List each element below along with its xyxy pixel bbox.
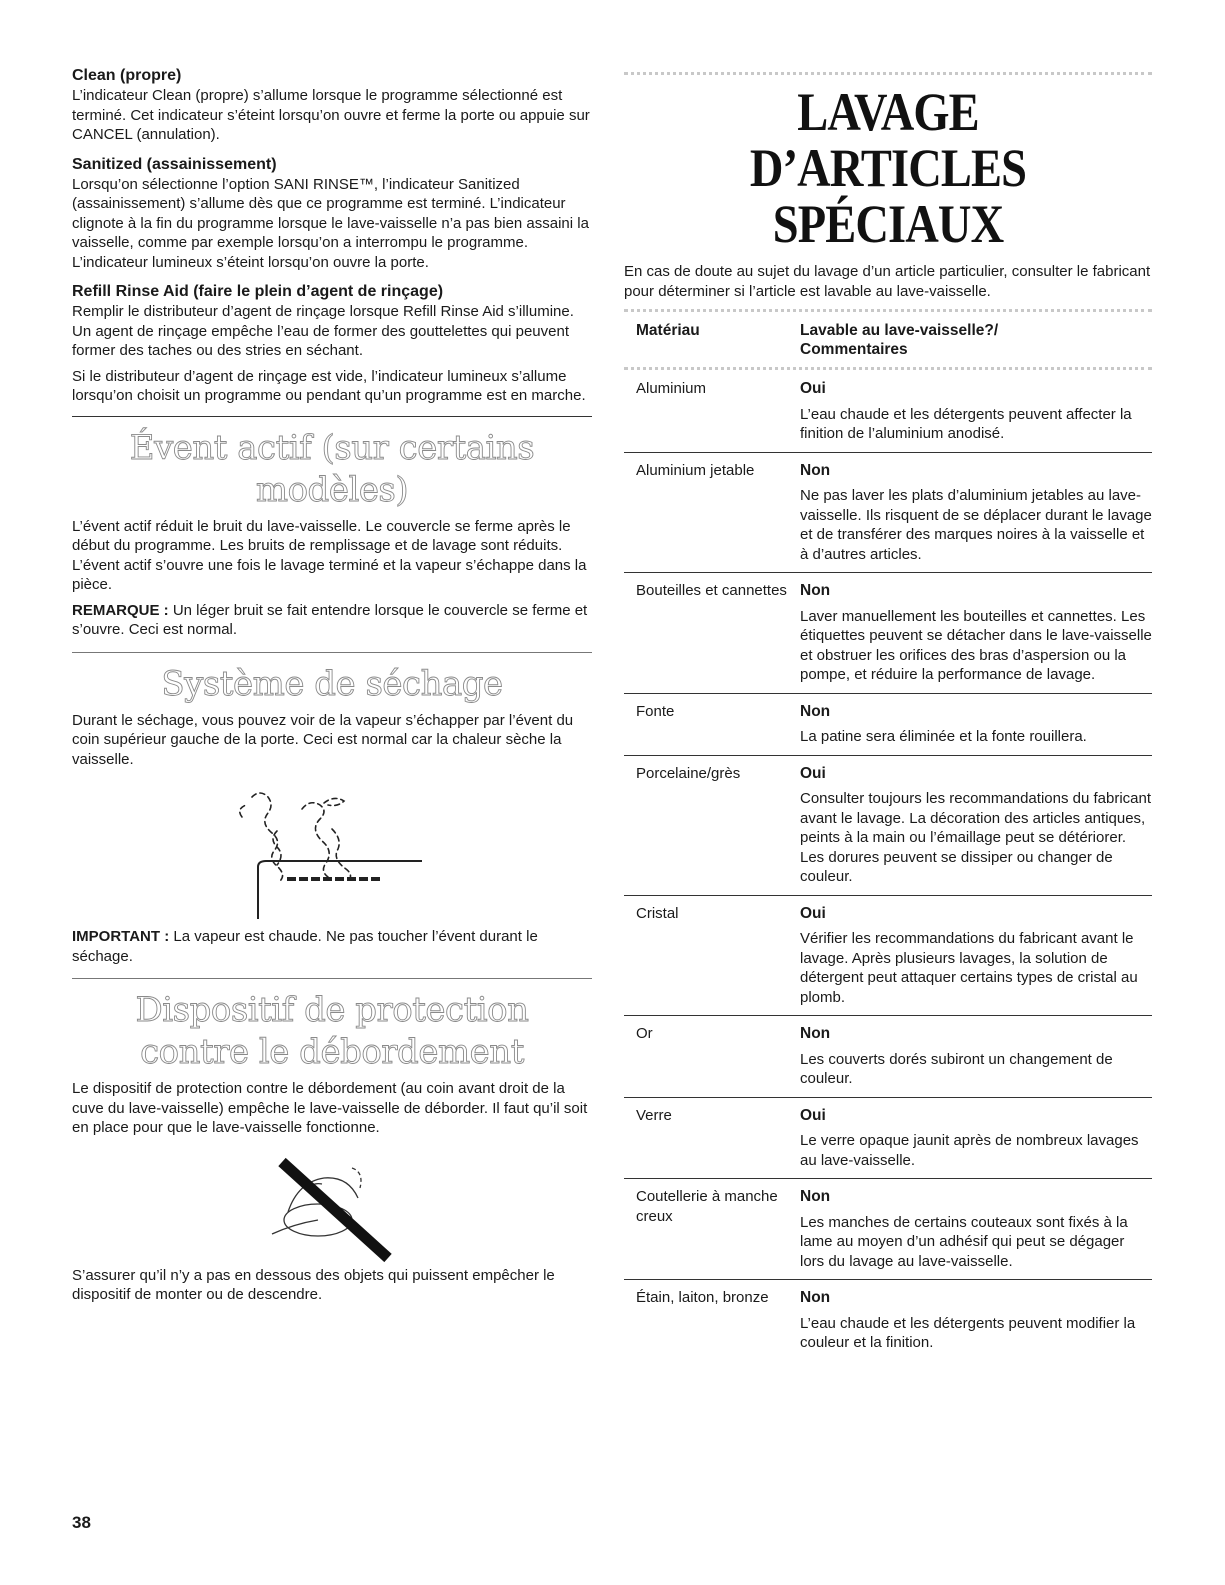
material-cell: Aluminium jetable	[624, 452, 788, 573]
page-title	[624, 84, 1152, 252]
washable-verdict: Oui	[800, 380, 826, 397]
special-items-table	[624, 313, 1152, 367]
material-cell: Porcelaine/grès	[624, 755, 788, 895]
important-text: La vapeur est chaude. Ne pas toucher l’évent durant le séchage.	[72, 928, 538, 965]
comment-cell	[788, 755, 1152, 895]
page-number: 38	[72, 1513, 91, 1532]
comment-text: Laver manuellement les bouteilles et cannettes. Les étiquettes peuvent se détacher dans le lave-vaisselle et obstruer les orifices des bras d’aspersion ou la pompe, et réduire la performance de lavage.	[800, 607, 1152, 683]
comment-text: Les couverts dorés subiront un changement de couleur.	[800, 1050, 1113, 1087]
material-cell: Étain, laiton, bronze	[624, 1280, 788, 1361]
sanitized-title: Sanitized (assainissement)	[72, 155, 277, 173]
table-row	[624, 1016, 1152, 1098]
comment-text: Vérifier les recommandations du fabricant avant le lavage. Après plusieurs lavages, la solution de détergent peut attaquer certains types de cristal au plomb.	[800, 930, 1138, 1006]
table-row	[624, 573, 1152, 694]
drying-text: Durant le séchage, vous pouvez voir de la vapeur s’échapper par l’évent du coin supérieur gauche de la porte. Ceci est normal car la chaleur sèche la vaisselle.	[72, 711, 574, 768]
vent-note-text: Un léger bruit se fait entendre lorsque le couvercle se ferme et s’ouvre. Ceci est normal.	[72, 601, 588, 638]
column-header-material: Matériau	[636, 322, 700, 339]
comment-text: Consulter toujours les recommandations du fabricant avant le lavage. La décoration des articles antiques, peints à la main ou l’émaillage peut se détériorer. Les dorures peuvent se dissiper ou changer de couleur.	[800, 790, 1152, 885]
left-column	[72, 66, 592, 1305]
overflow-heading-2: contre le débordement	[140, 1032, 524, 1072]
comment-text: Le verre opaque jaunit après de nombreux lavages au lave-vaisselle.	[800, 1132, 1139, 1169]
drying-important	[72, 927, 592, 966]
material-cell: Coutellerie à manche creux	[624, 1179, 788, 1280]
table-header-row	[624, 313, 1152, 367]
divider	[72, 978, 592, 979]
table-row	[624, 452, 1152, 573]
steam-icon	[72, 769, 592, 919]
comment-cell	[788, 1179, 1152, 1280]
material-cell: Cristal	[624, 895, 788, 1016]
washable-verdict: Oui	[800, 904, 826, 922]
clean-title: Clean (propre)	[72, 67, 182, 84]
table-row	[624, 693, 1152, 755]
washable-verdict: Non	[800, 1289, 831, 1306]
refill-title: Refill Rinse Aid (faire le plein d’agent de rinçage)	[72, 283, 444, 300]
right-column	[624, 72, 1152, 1361]
material-cell: Or	[624, 1016, 788, 1098]
column-header-washable-line-1: Lavable au lave-vaisselle?/	[800, 322, 999, 339]
drying-heading: Système de séchage	[161, 663, 503, 704]
overflow-text: Le dispositif de protection contre le débordement (au coin avant droit de la cuve du lave-vaisselle) empêche le lave-vaisselle de déborder. Il faut qu’il soit en place pour que le lave-vaisselle fonctionne.	[72, 1080, 588, 1136]
top-dotted-rule	[624, 72, 1152, 76]
washable-verdict: Non	[800, 461, 831, 479]
sanitized-text: Lorsqu’on sélectionne l’option SANI RINSE™, l’indicateur Sanitized (assainissement) s’allume dès que ce programme est terminé. L’indicateur clignote à la fin du programme lorsque le lave-vaisselle n’a pas bien assaini la vaisselle, comme par exemple lorsqu’on a interrompu le programme. L’indicateur lumineux s’éteint lorsqu’on ouvre la porte.	[72, 175, 589, 271]
page-title-line-2: SPÉCIAUX	[772, 194, 1004, 254]
comment-cell	[788, 452, 1152, 573]
column-header-washable	[788, 313, 1152, 367]
washable-verdict: Non	[800, 1025, 831, 1042]
intro-text: En cas de doute au sujet du lavage d’un article particulier, consulter le fabricant pour déterminer si l’article est lavable au lave-vaisselle.	[624, 263, 1151, 300]
steam-vent-illustration	[72, 769, 592, 919]
table-row	[624, 755, 1152, 895]
vent-text: L’évent actif réduit le bruit du lave-vaisselle. Le couvercle se ferme après le début du programme. Les bruits de remplissage et de lavage sont réduits. L’évent actif s’ouvre une fois le lavage terminé et la vapeur s’échappe dans la pièce.	[72, 517, 587, 593]
material-cell: Verre	[624, 1097, 788, 1179]
page-title-line-1: LAVAGE D’ARTICLES	[749, 82, 1027, 198]
table-row	[624, 895, 1152, 1016]
washable-verdict: Oui	[800, 764, 826, 782]
comment-cell	[788, 693, 1152, 755]
vent-note-label: REMARQUE :	[72, 601, 169, 619]
washable-verdict: Non	[800, 702, 831, 720]
comment-text: L’eau chaude et les détergents peuvent modifier la couleur et la finition.	[800, 1314, 1136, 1351]
overflow-text-2: S’assurer qu’il n’y a pas en dessous des objets qui puissent empêcher le dispositif de monter ou de descendre.	[72, 1266, 555, 1303]
washable-verdict: Oui	[800, 1106, 826, 1124]
washable-verdict: Non	[800, 1188, 831, 1205]
clean-text: L’indicateur Clean (propre) s’allume lorsque le programme sélectionné est terminé. Cet indicateur s’éteint lorsqu’on ouvre et ferme la porte ou appuie sur CANCEL (annulation).	[72, 87, 590, 143]
table-row	[624, 1280, 1152, 1361]
refill-text-1: Remplir le distributeur d’agent de rinçage lorsque Refill Rinse Aid s’illumine. Un agent de rinçage empêche l’eau de former des gouttelettes qui peuvent former des taches ou des stries en séchant.	[72, 303, 574, 359]
comment-text: L’eau chaude et les détergents peuvent affecter la finition de l’aluminium anodisé.	[800, 405, 1132, 442]
comment-cell	[788, 1016, 1152, 1098]
no-objects-icon	[72, 1138, 592, 1266]
material-cell: Aluminium	[636, 380, 707, 397]
overflow-float-illustration	[72, 1138, 592, 1266]
divider	[72, 416, 592, 417]
vent-note	[72, 601, 592, 640]
important-label: IMPORTANT :	[72, 928, 170, 945]
material-cell: Fonte	[624, 693, 788, 755]
washable-verdict: Non	[800, 582, 831, 599]
comment-cell	[788, 371, 1152, 452]
divider	[72, 652, 592, 653]
vent-heading: Évent actif (sur certains modèles)	[129, 427, 535, 510]
material-cell: Bouteilles et cannettes	[624, 573, 788, 694]
comment-cell	[788, 573, 1152, 694]
special-items-table-body	[624, 371, 1152, 1361]
comment-cell	[788, 1280, 1152, 1361]
comment-cell	[788, 1097, 1152, 1179]
comment-text: La patine sera éliminée et la fonte rouillera.	[800, 728, 1087, 745]
table-row	[624, 1097, 1152, 1179]
comment-cell	[788, 895, 1152, 1016]
overflow-heading-1: Dispositif de protection	[135, 990, 529, 1030]
comment-text: Ne pas laver les plats d’aluminium jetables au lave-vaisselle. Ils risquent de se déplacer durant le lavage et de transférer des marques noires à la vaisselle et à d’autres articles.	[800, 487, 1152, 563]
column-header-washable-line-2: Commentaires	[800, 341, 908, 358]
refill-text-2: Si le distributeur d’agent de rinçage est vide, l’indicateur lumineux s’allume lorsqu’on choisit un programme ou pendant qu’un programme est en marche.	[72, 367, 586, 404]
comment-text: Les manches de certains couteaux sont fixés à la lame au moyen d’un adhésif qui peut se dégager lors du lavage au lave-vaisselle.	[800, 1213, 1128, 1270]
table-row	[624, 371, 1152, 452]
table-row	[624, 1179, 1152, 1280]
